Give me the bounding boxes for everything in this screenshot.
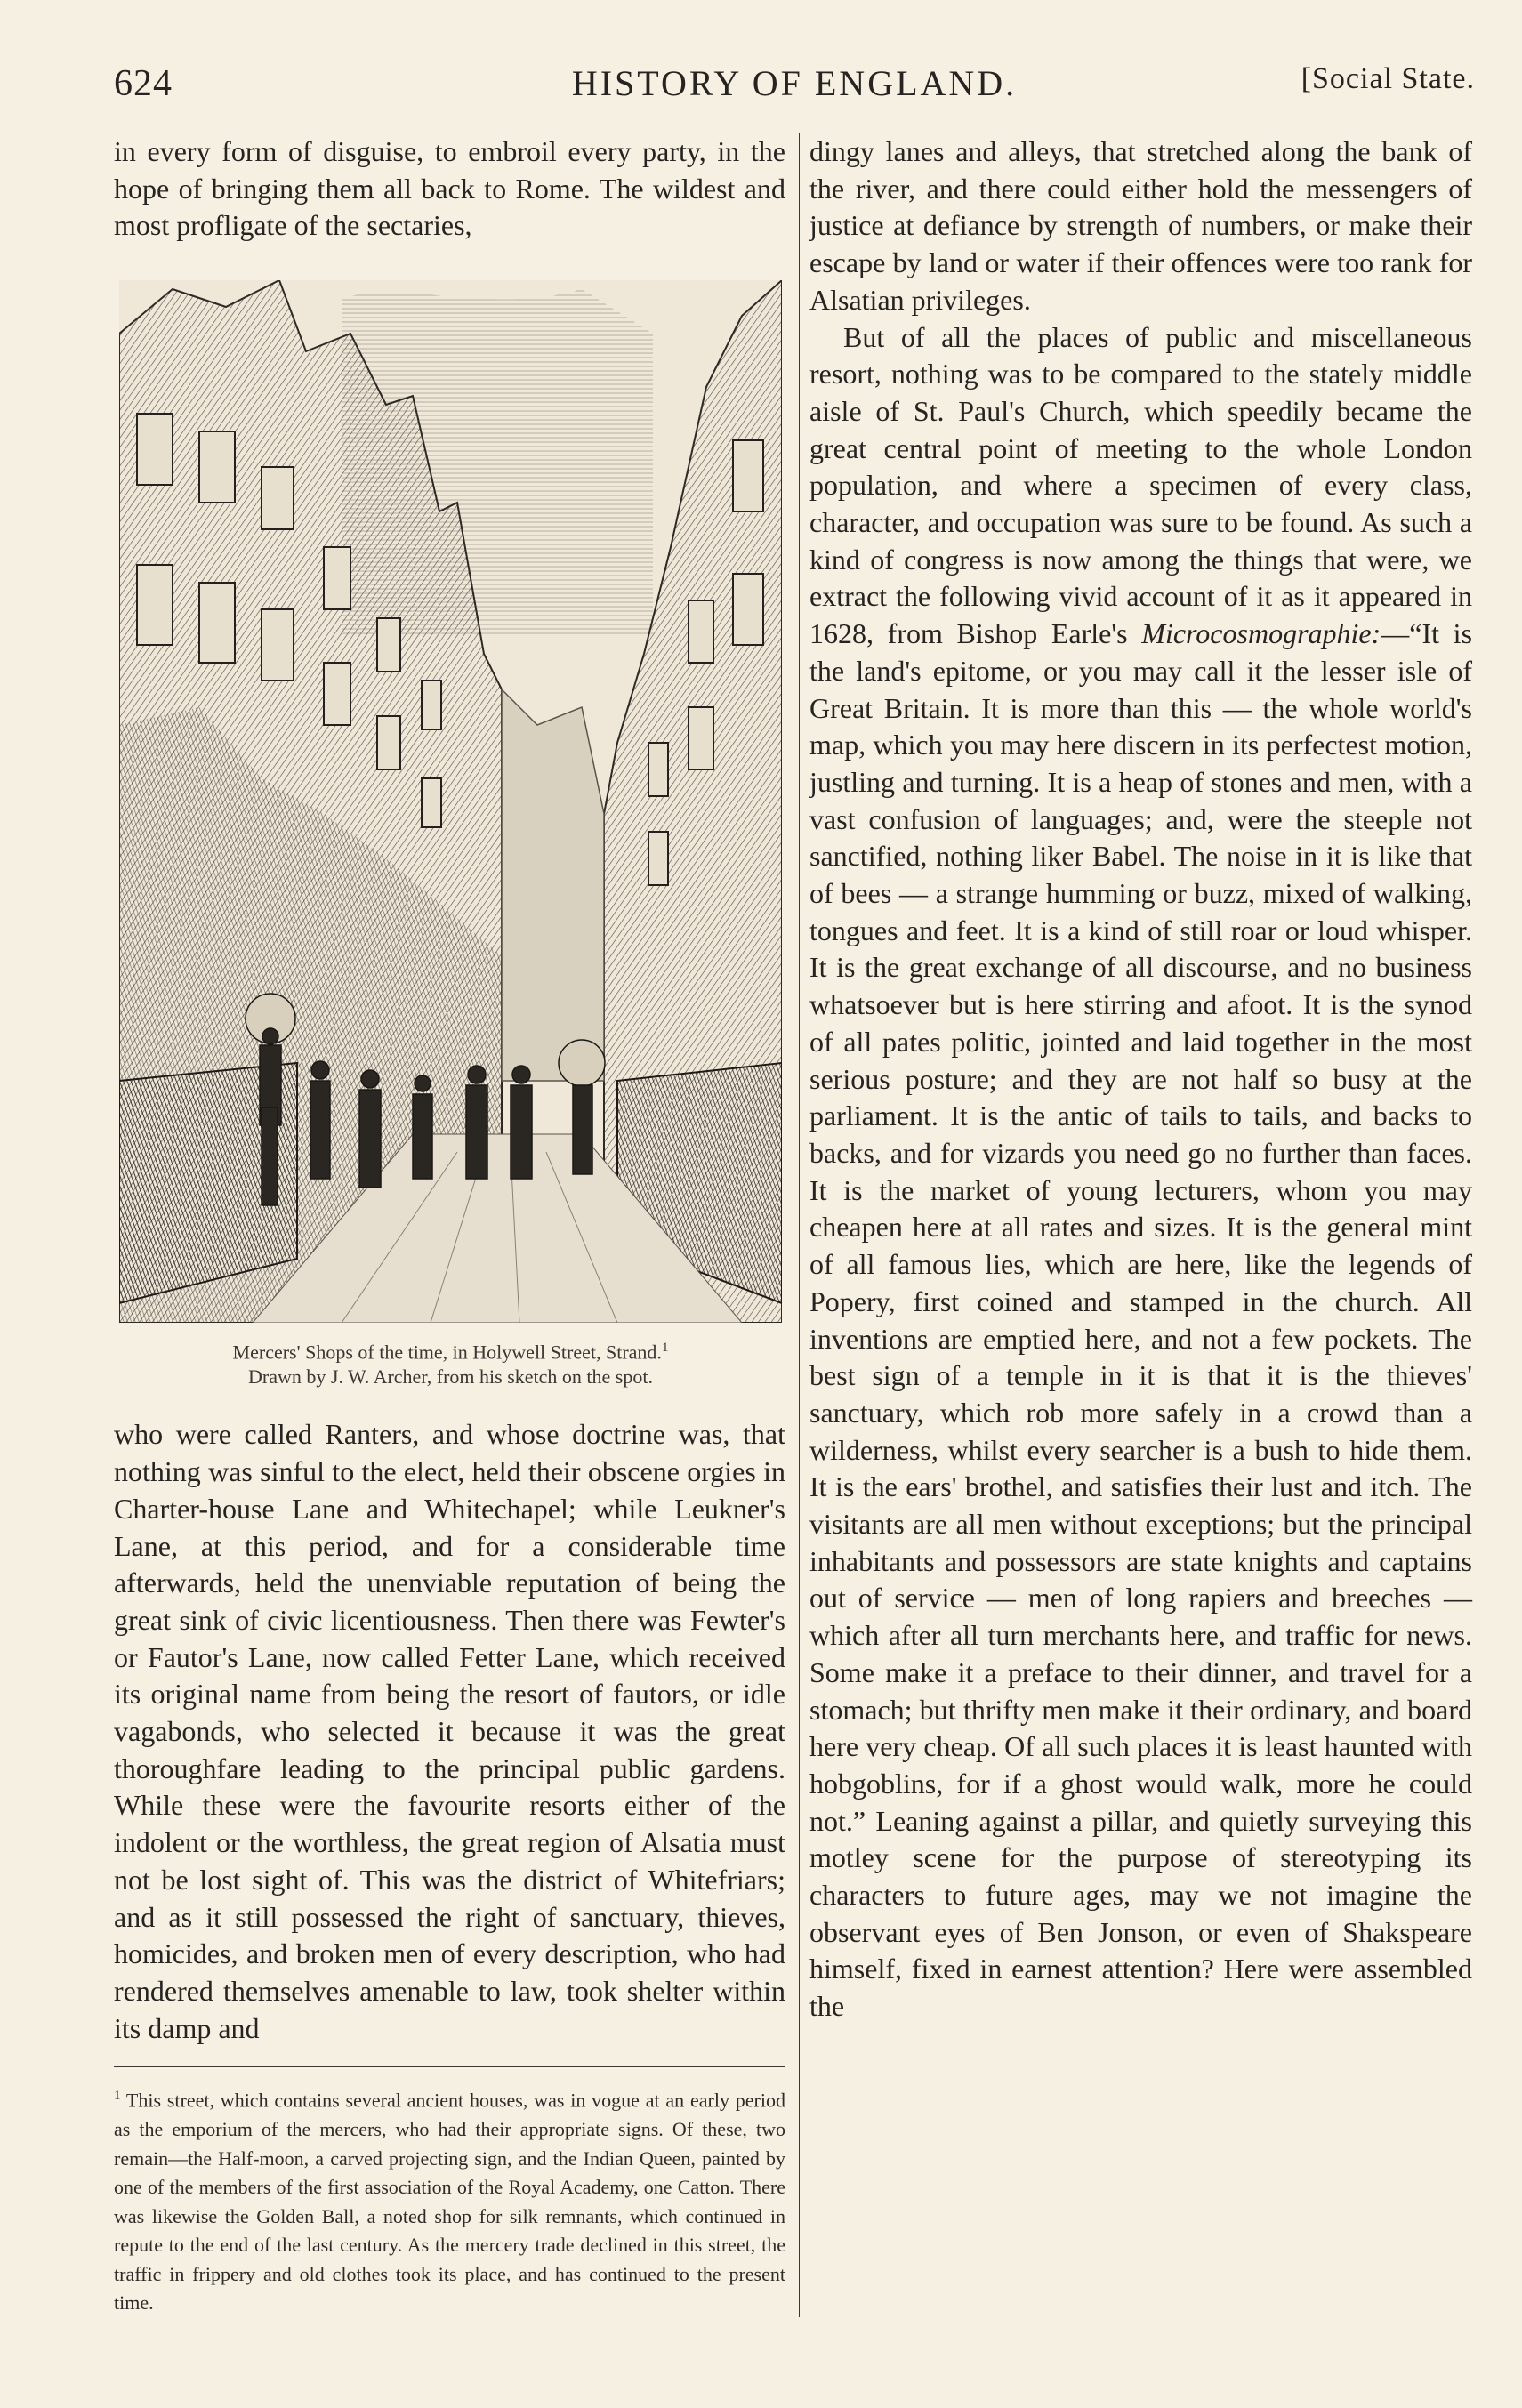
running-head: [114, 55, 1475, 109]
caption-line-1: Mercers' Shops of the time, in Holywell Street, Strand.: [232, 1341, 662, 1364]
street-engraving-illustration: [119, 280, 782, 1323]
page-number: 624: [114, 63, 173, 104]
figure-caption: [119, 1335, 782, 1389]
right-paragraph-1: dingy lanes and alleys, that stretched along the bank of the river, and there could either hold the messengers of justice at defiance by strength of numbers, or make their escape by land or water if their offences were too rank for Alsatian privileges.: [809, 135, 1472, 316]
left-paragraph-bottom: who were called Ranters, and whose doctrine was, that nothing was sinful to the elect, held their obscene orgies in Charter-house Lane and Whitechapel; while Leukner's Lane, at this period, and for a considerable time afterwards, held the unenviable reputation of being the great sink of civic licentiousness. Then there was Fewter's or Fautor's Lane, now called Fetter Lane, which received its original name from being the resort of fautors, or idle vagabonds, who selected it because it was the great thoroughfare leading to the principal public gardens. While these were the favourite resorts either of the indolent or the worthless, the great region of Alsatia must not be lost sight of. This was the district of Whitefriars; and as it still possessed the right of sanctuary, thieves, homicides, and broken men of every description, who had rendered themselves amenable to law, took shelter within its damp and: [114, 1418, 785, 2044]
paragraph-2-start: But of all the places of public and miscellaneous resort, nothing was to be compared to the stately middle aisle of St. Paul's Church, which speedily became the great central point of meeting to the whole London population, and where a specimen of every class, character, and occupation was sure to be found. As such a kind of congress is now among the things that were, we extract the following vivid account of it as it appeared in 1628, from Bishop Earle's: [809, 320, 1472, 650]
caption-footnote-mark: 1: [661, 1341, 669, 1356]
section-title: [Social State.: [1301, 62, 1475, 95]
engraving-figure: [119, 280, 782, 1389]
book-title: HISTORY OF ENGLAND.: [571, 63, 1018, 103]
footnote-text: This street, which contains several ancient houses, was in vogue at an early period as the emporium of the mercers, who had their appropriate signs. Of these, two remain—the Half-moon, a carved projecting sign, and the Indian Queen, painted by one of the members of the first association of the Royal Academy, one Catton. There was likewise the Golden Ball, a noted shop for silk remnants, which continued in repute to the end of the last century. As the mercery trade declined in this street, the traffic in frippery and old clothes took its place, and has continued to the present time.: [114, 2089, 785, 2315]
footnote-divider: [114, 2066, 785, 2067]
left-paragraph-top: in every form of disguise, to embroil every party, in the hope of bringing them all back to Rome. The wildest and most profligate of the sectaries,: [114, 135, 785, 242]
left-column: [114, 133, 785, 2318]
footnote-mark: 1: [114, 2089, 121, 2104]
right-column: [809, 133, 1472, 2025]
book-title-microcosmographie: Microcosmographie:: [1141, 617, 1381, 650]
caption-line-2: Drawn by J. W. Archer, from his sketch on the spot.: [248, 1365, 653, 1389]
paragraph-2-quotation: —“It is the land's epitome, or you may call it the lesser isle of Great Britain. It is more than this — the whole world's map, which you may here discern in its perfectest motion, justling and turning. It is a heap of stones and men, with a vast confusion of languages; and, were the steeple not sanctified, nothing liker Babel. The noise in it is like that of bees — a strange humming or buzz, mixed of walking, tongues and feet. It is a kind of still roar or loud whisper. It is the great exchange of all discourse, and no business whatsoever but is here stirring and afoot. It is the synod of all pates politic, jointed and laid together in the most serious posture; and they are not half so busy at the parliament. It is the antic of tails to tails, and backs to backs, and for vizards you need go no further than faces. It is the market of young lecturers, whom you may cheapen here at all rates and sizes. It is the general mint of all famous lies, which are here, like the legends of Popery, first coined and stamped in the church. All inventions are emptied here, and not a few pockets. The best sign of a temple in it is that it is the thieves' sanctuary, which rob more safely in a crowd than a wilderness, whilst every searcher is a bush to hide them. It is the ears' brothel, and satisfies their lust and itch. The visitants are all men without exceptions; but the principal inhabitants and possessors are state knights and captains out of service — men of long rapiers and breeches — which after all turn merchants here, and traffic for news. Some make it a preface to their dinner, and travel for a stomach; but thrifty men make it their ordinary, and board here very cheap. Of all such places it is least haunted with hobgoblins, for if a ghost would walk, more he could not.” Leaning against a pillar, and quietly surveying this motley scene for the purpose of stereotyping its characters to future ages, may we not imagine the observant eyes of Ben Jonson, or even of Shakspeare himself, fixed in earnest attention? Here were assembled the: [809, 617, 1473, 2023]
footnote: [114, 2082, 785, 2317]
right-paragraph-2: [809, 319, 1472, 2025]
column-divider: [799, 133, 800, 2317]
